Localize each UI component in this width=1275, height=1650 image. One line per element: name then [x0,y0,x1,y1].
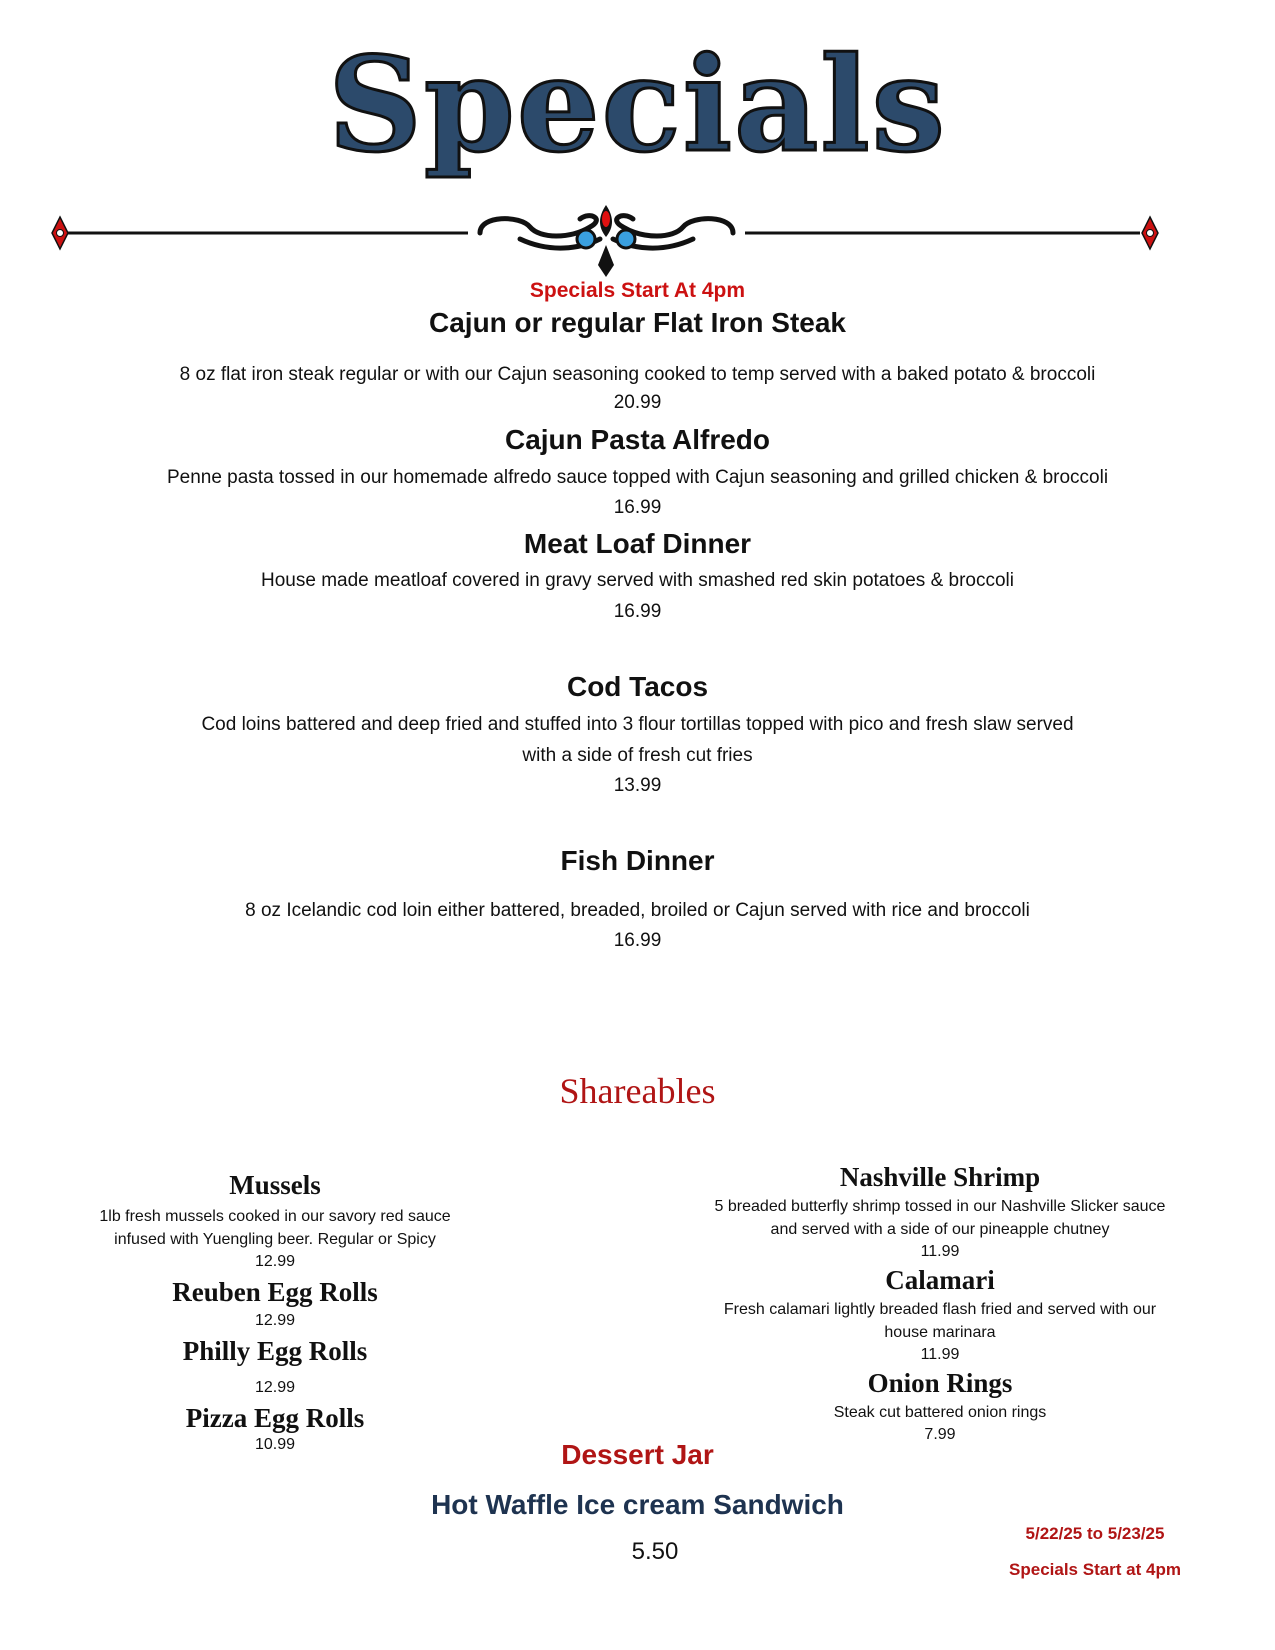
shareable-desc: Steak cut battered onion rings [833,1404,1047,1421]
shareable-name: Mussels [229,1170,321,1200]
shareable-desc: house marinara [884,1324,996,1341]
special-price: 16.99 [613,601,662,622]
right-diamond-icon [1142,217,1158,249]
special-desc: 8 oz flat iron steak regular or with our Cajun seasoning cooked to temp served with a baked potato & broccoli [179,364,1096,385]
shareable-price: 10.99 [254,1436,296,1453]
dessert-heading: Dessert Jar [561,1439,714,1470]
specials-start-note: Specials Start At 4pm [529,279,746,302]
shareable-name: Pizza Egg Rolls [185,1403,365,1433]
footer-start-note: Specials Start at 4pm [1009,1560,1181,1579]
dessert-price: 5.50 [631,1538,679,1565]
shareable-price: 11.99 [920,1243,960,1260]
special-desc: Penne pasta tossed in our homemade alfredo sauce topped with Cajun seasoning and grilled chicken & broccoli [166,467,1109,488]
shareable-price: 7.99 [924,1426,956,1443]
shareables-left-column [60,1170,490,1454]
special-price: 13.99 [613,775,662,796]
left-diamond-icon [52,217,68,249]
shareable-name: Calamari [885,1265,995,1295]
special-name: Cajun Pasta Alfredo [504,424,770,455]
shareable-desc: infused with Yuengling beer. Regular or Spicy [114,1231,436,1248]
page-title: Specials [328,28,947,181]
shareable-name: Nashville Shrimp [839,1162,1041,1192]
special-name: Cod Tacos [566,671,709,702]
shareables-right-column [690,1162,1190,1444]
special-price: 20.99 [613,392,662,413]
shareable-price: 12.99 [254,1379,296,1396]
shareable-name: Onion Rings [867,1368,1013,1398]
shareable-name: Reuben Egg Rolls [172,1277,378,1307]
shareable-desc: Fresh calamari lightly breaded flash fried and served with our [723,1301,1157,1318]
special-desc: 8 oz Icelandic cod loin either battered, breaded, broiled or Cajun served with rice and broccoli [245,900,1030,921]
special-desc: House made meatloaf covered in gravy served with smashed red skin potatoes & broccoli [261,570,1014,591]
dessert-name: Hot Waffle Ice cream Sandwich [431,1489,844,1520]
special-price: 16.99 [613,930,662,951]
shareables-heading: Shareables [559,1071,716,1111]
special-name: Meat Loaf Dinner [523,528,752,559]
special-price: 16.99 [613,497,662,518]
shareable-desc: 5 breaded butterfly shrimp tossed in our Nashville Slicker sauce [714,1198,1166,1215]
special-desc: Cod loins battered and deep fried and stuffed into 3 flour tortillas topped with pico and fresh slaw served [201,714,1074,735]
shareable-price: 12.99 [254,1253,296,1270]
special-name: Fish Dinner [560,845,715,876]
shareable-price: 11.99 [920,1346,960,1363]
special-name: Cajun or regular Flat Iron Steak [429,307,846,338]
shareable-price: 12.99 [254,1312,296,1329]
shareable-desc: 1lb fresh mussels cooked in our savory red sauce [99,1208,451,1225]
special-desc: with a side of fresh cut fries [522,745,753,766]
shareable-desc: and served with a side of our pineapple chutney [770,1221,1110,1238]
date-range: 5/22/25 to 5/23/25 [1025,1524,1165,1543]
shareable-name: Philly Egg Rolls [182,1336,368,1366]
